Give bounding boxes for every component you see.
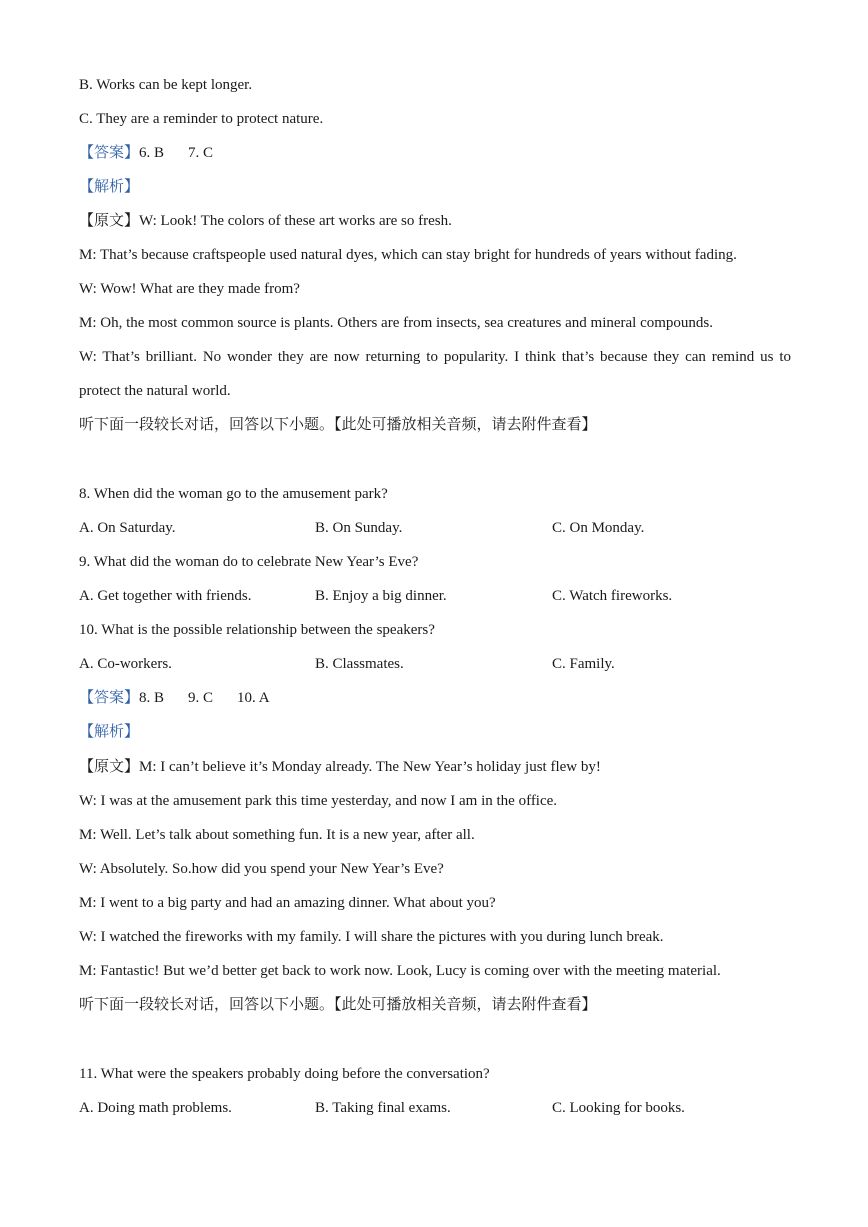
answer-line <box>79 144 213 162</box>
transcript-line: M: Fantastic! But we’d better get back to work now. Look, Lucy is coming over with the meeting material. <box>79 963 721 979</box>
question: 8. When did the woman go to the amusement park? <box>79 486 388 502</box>
option-a: A. On Saturday. <box>79 520 176 536</box>
transcript-line: W: Wow! What are they made from? <box>79 281 300 297</box>
question: 9. What did the woman do to celebrate New Year’s Eve? <box>79 554 419 570</box>
transcript-line: M: That’s because craftspeople used natural dyes, which can stay bright for hundreds of years without fading. <box>79 247 737 263</box>
transcript-line: W: I watched the fireworks with my family. I will share the pictures with you during lunch break. <box>79 929 664 945</box>
listening-instruction: 听下面一段较长对话，回答以下小题。【此处可播放相关音频，请去附件查看】 <box>79 997 597 1013</box>
transcript-line: M: Well. Let’s talk about something fun. It is a new year, after all. <box>79 827 475 843</box>
option-b: B. Enjoy a big dinner. <box>315 588 447 604</box>
transcript-line <box>79 758 601 776</box>
answer-item: 7. C <box>188 145 214 161</box>
question: 11. What were the speakers probably doing before the conversation? <box>79 1066 490 1082</box>
analysis-label: 【解析】 <box>79 724 140 740</box>
question: 10. What is the possible relationship between the speakers? <box>79 622 435 638</box>
listening-instruction: 听下面一段较长对话，回答以下小题。【此处可播放相关音频，请去附件查看】 <box>79 417 597 433</box>
transcript-line: W: Absolutely. So.how did you spend your New Year’s Eve? <box>79 861 444 877</box>
option-a: A. Doing math problems. <box>79 1100 232 1116</box>
answer-item: 8. B <box>139 690 165 706</box>
option-a: A. Co-workers. <box>79 656 172 672</box>
transcript-label: 【原文】 <box>79 213 140 229</box>
transcript-text: M: I can’t believe it’s Monday already. The New Year’s holiday just flew by! <box>139 759 601 775</box>
option-a: A. Get together with friends. <box>79 588 252 604</box>
answer-label: 【答案】 <box>79 690 140 706</box>
transcript-line: protect the natural world. <box>79 383 231 399</box>
option-b: B. On Sunday. <box>315 520 403 536</box>
transcript-line: W: That’s brilliant. No wonder they are now returning to popularity. I think that’s because they can remind us to <box>79 349 791 365</box>
option-b: B. Classmates. <box>315 656 404 672</box>
answer-item: 6. B <box>139 145 165 161</box>
analysis-label: 【解析】 <box>79 179 140 195</box>
option-c: C. Family. <box>552 656 615 672</box>
answer-label: 【答案】 <box>79 145 140 161</box>
option-c: C. They are a reminder to protect nature. <box>79 111 324 127</box>
option-c: C. Looking for books. <box>552 1100 685 1116</box>
transcript-text: W: Look! The colors of these art works are so fresh. <box>139 213 452 229</box>
transcript-line: W: I was at the amusement park this time yesterday, and now I am in the office. <box>79 793 558 809</box>
transcript-label: 【原文】 <box>79 759 140 775</box>
answer-item: 10. A <box>237 690 270 706</box>
transcript-line: M: Oh, the most common source is plants. Others are from insects, sea creatures and mineral compounds. <box>79 315 714 331</box>
option-c: C. Watch fireworks. <box>552 588 673 604</box>
answer-line <box>79 689 270 707</box>
option-b: B. Taking final exams. <box>315 1100 451 1116</box>
option-b: B. Works can be kept longer. <box>79 77 253 93</box>
transcript-line: M: I went to a big party and had an amazing dinner. What about you? <box>79 895 496 911</box>
option-c: C. On Monday. <box>552 520 645 536</box>
answer-item: 9. C <box>188 690 214 706</box>
transcript-line <box>79 212 452 230</box>
